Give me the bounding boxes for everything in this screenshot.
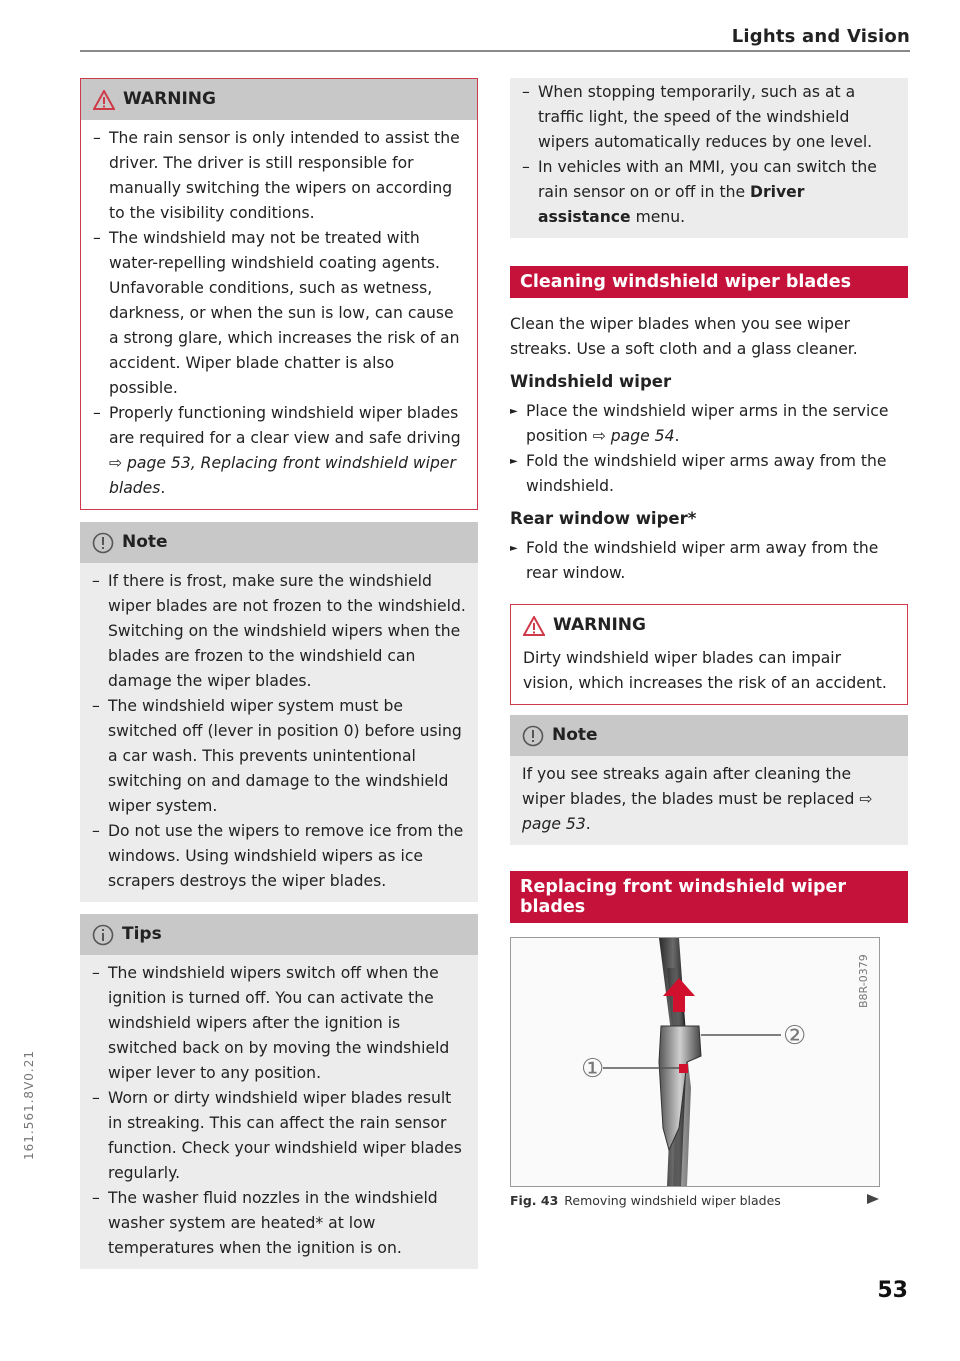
cleaning-intro: Clean the wiper blades when you see wiper streaks. Use a soft cloth and a glass cleaner. — [510, 315, 858, 358]
exclamation-circle-icon — [522, 725, 544, 747]
note-box-2 — [510, 715, 908, 845]
note-text-end: . — [585, 815, 591, 833]
warning-item-end: . — [160, 479, 166, 497]
callout-2 — [783, 1021, 806, 1051]
figure-number: Fig. 43 — [510, 1193, 559, 1208]
step-text: Place the windshield wiper arms in the service position — [526, 402, 889, 445]
tips-item-text: In vehicles with an MMI, you can switch the rain sensor on or off in the — [538, 158, 877, 201]
warning-triangle-icon — [523, 616, 545, 636]
tips-heading: Tips — [122, 924, 162, 944]
figure-caption — [510, 1193, 880, 1208]
warning-item: – The rain sensor is only intended to assist the driver. The driver is still responsible for manually switching the wipers on according to the visibility conditions. — [93, 126, 465, 226]
continue-arrow-icon — [866, 1193, 880, 1208]
tips-continued-box — [510, 78, 908, 238]
warning-box — [80, 78, 478, 510]
menu-name: Driver assistance — [538, 183, 805, 226]
right-column — [510, 78, 908, 1208]
info-circle-icon — [92, 924, 114, 946]
figure-caption-text: Removing windshield wiper blades — [564, 1193, 781, 1208]
wiper-illustration — [511, 938, 879, 1186]
tips-header — [80, 914, 478, 955]
note-item: – The windshield wiper system must be switched off (lever in position 0) before using a car wash. This prevents unintentional switching on and damage to the windshield wiper system. — [92, 694, 466, 819]
exclamation-circle-icon — [92, 532, 114, 554]
warning-text: Dirty windshield wiper blades can impair vision, which increases the risk of an accident. — [523, 649, 887, 692]
note-header — [80, 522, 478, 563]
tips-item: – The windshield wipers switch off when the ignition is turned off. You can activate the windshield wipers after the ignition is switched back on by moving the windshield wiper lever to any position. — [92, 961, 466, 1086]
step-item — [510, 399, 908, 449]
subheading-rear-wiper: Rear window wiper* — [510, 509, 697, 528]
warning-item-text: Properly functioning windshield wiper blades are required for a clear view and safe driving — [109, 404, 461, 447]
header-rule — [80, 50, 910, 52]
warning-box-2 — [510, 604, 908, 705]
figure-code: B8R-0379 — [857, 954, 870, 1008]
note-heading: Note — [552, 725, 598, 745]
warning-triangle-icon — [93, 90, 115, 110]
warning-heading: WARNING — [553, 615, 646, 635]
step-item: ► Fold the windshield wiper arms away from the windshield. — [510, 449, 908, 499]
page-reference-link[interactable]: ⇨ page 53, Replacing front windshield wiper blades — [109, 454, 456, 497]
warning-heading: WARNING — [123, 89, 216, 109]
page-reference-link[interactable]: ⇨ page 53 — [522, 790, 873, 833]
note-item: – If there is frost, make sure the windshield wiper blades are not frozen to the windshield. Switching on the windshield wipers when the blades are frozen to the windshield can damage the wiper blades. — [92, 569, 466, 694]
tips-box — [80, 914, 478, 1269]
running-head: Lights and Vision — [731, 26, 910, 47]
callout-1-label: ① — [581, 1054, 605, 1084]
callout-1 — [581, 1054, 604, 1084]
section-title-replacing: Replacing front windshield wiper blades — [510, 871, 908, 923]
left-column — [80, 78, 478, 1269]
note-header — [510, 715, 908, 756]
warning-header — [511, 605, 907, 646]
warning-header — [81, 79, 477, 120]
step-item: ► Fold the windshield wiper arm away from the rear window. — [510, 536, 908, 586]
side-document-code: 161.561.8V0.21 — [22, 1050, 36, 1160]
figure-caption-line — [510, 1193, 781, 1208]
section-title-cleaning: Cleaning windshield wiper blades — [510, 266, 908, 298]
note-heading: Note — [122, 532, 168, 552]
page-number: 53 — [877, 1278, 908, 1303]
tips-item-end: menu. — [630, 208, 686, 226]
note-item: – Do not use the wipers to remove ice from the windows. Using windshield wipers as ice scrapers destroys the wiper blades. — [92, 819, 466, 894]
warning-item — [93, 401, 465, 501]
tips-item: – Worn or dirty windshield wiper blades result in streaking. This can affect the rain sensor function. Check your windshield wiper blades regularly. — [92, 1086, 466, 1186]
note-text-body: If you see streaks again after cleaning the wiper blades, the blades must be replaced — [522, 765, 860, 808]
note-box — [80, 522, 478, 902]
page-reference-link[interactable]: ⇨ page 54 — [592, 427, 675, 445]
warning-item: – The windshield may not be treated with water-repelling windshield coating agents. Unfavorable conditions, such as wetness, darkness, or when the sun is low, can cause a strong glare, which increases the risk of an accident. Wiper blade chatter is also possible. — [93, 226, 465, 401]
tips-item: – The washer fluid nozzles in the windshield washer system are heated* at low temperatures when the ignition is on. — [92, 1186, 466, 1261]
tips-item — [522, 155, 896, 230]
subheading-windshield-wiper: Windshield wiper — [510, 372, 672, 391]
note-text — [522, 762, 896, 837]
callout-2-label: ② — [783, 1021, 807, 1051]
step-end: . — [674, 427, 680, 445]
tips-item: – When stopping temporarily, such as at a traffic light, the speed of the windshield wipers automatically reduces by one level. — [522, 80, 896, 155]
figure-wiper-blade — [510, 937, 880, 1187]
